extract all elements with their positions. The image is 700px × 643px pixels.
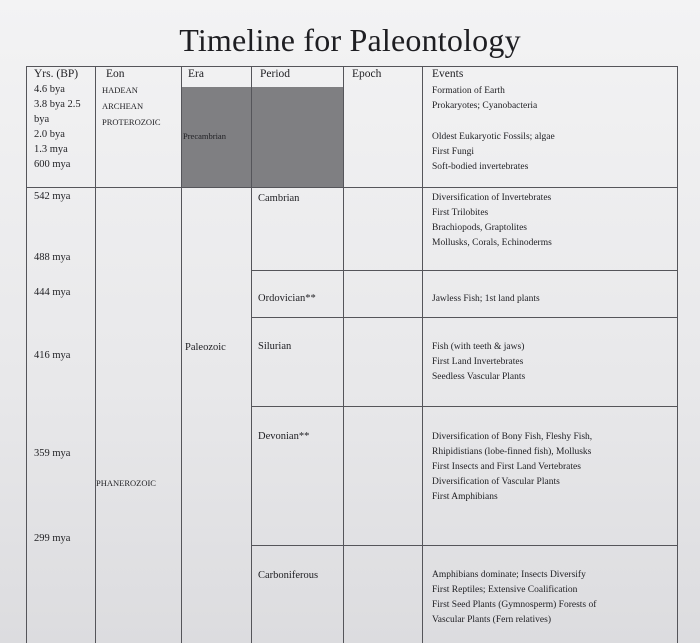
event-line: First Land Invertebrates (432, 357, 524, 367)
event-line: First Fungi (432, 147, 474, 157)
year-label: 488 mya (34, 252, 71, 263)
year-label: 600 mya (34, 159, 71, 170)
event-line: First Trilobites (432, 208, 489, 218)
row-divider-silurian-bottom (251, 406, 678, 407)
event-line: Rhipidistians (lobe-finned fish), Mollusks (432, 447, 592, 457)
event-line: First Insects and First Land Vertebrates (432, 462, 581, 472)
page-title: Timeline for Paleontology (179, 22, 521, 58)
header-events: Events (432, 68, 464, 80)
year-label: 359 mya (34, 448, 71, 459)
col-divider-epoch (422, 66, 423, 643)
col-divider-years (95, 66, 96, 643)
event-line: Fish (with teeth & jaws) (432, 342, 525, 352)
year-label: 299 mya (34, 533, 71, 544)
event-line: Diversification of Invertebrates (432, 193, 552, 203)
year-label: 4.6 bya (34, 84, 65, 95)
event-line: Diversification of Vascular Plants (432, 477, 560, 487)
period-devonian: Devonian** (258, 431, 310, 442)
row-divider-ordovician-bottom (251, 317, 678, 318)
eon-archean: ARCHEAN (102, 101, 144, 111)
eon-proterozoic: PROTEROZOIC (102, 117, 161, 127)
period-carboniferous: Carboniferous (258, 570, 319, 581)
period-silurian: Silurian (258, 341, 292, 352)
event-line: Formation of Earth (432, 86, 505, 96)
era-precambrian: Precambrian (183, 131, 226, 141)
eon-hadean: HADEAN (102, 85, 138, 95)
event-line: Jawless Fish; 1st land plants (432, 294, 540, 304)
event-line: Seedless Vascular Plants (432, 372, 526, 382)
event-line: Prokaryotes; Cyanobacteria (432, 101, 538, 111)
table-right-border (677, 66, 678, 643)
event-line: Oldest Eukaryotic Fossils; algae (432, 132, 555, 142)
year-label: 542 mya (34, 191, 71, 202)
event-line: Soft-bodied invertebrates (432, 162, 529, 172)
period-ordovician: Ordovician** (258, 293, 316, 304)
event-line: First Seed Plants (Gymnosperm) Forests of (432, 600, 597, 610)
header-epoch: Epoch (352, 68, 382, 80)
col-divider-era (251, 66, 252, 643)
year-label: 416 mya (34, 350, 71, 361)
period-cambrian: Cambrian (258, 193, 300, 204)
row-divider-devonian-bottom (251, 545, 678, 546)
event-line: Mollusks, Corals, Echinoderms (432, 238, 552, 248)
event-line: First Amphibians (432, 492, 498, 502)
table-left-border (26, 66, 27, 643)
header-years: Yrs. (BP) (34, 68, 79, 80)
year-label: 3.8 bya 2.5 (34, 99, 81, 110)
year-label: 2.0 bya (34, 129, 65, 140)
row-divider-ordovician-top (251, 270, 678, 271)
eon-phanerozoic: PHANEROZOIC (96, 478, 156, 488)
precambrian-period-shade (251, 87, 343, 187)
col-divider-period (343, 66, 344, 643)
header-eon: Eon (106, 68, 125, 80)
event-line: Diversification of Bony Fish, Fleshy Fish, (432, 432, 593, 442)
year-label: bya (34, 114, 50, 125)
event-line: Brachiopods, Graptolites (432, 223, 527, 233)
header-period: Period (260, 68, 291, 80)
header-era: Era (188, 68, 204, 80)
year-label: 444 mya (34, 287, 71, 298)
event-line: First Reptiles; Extensive Coalification (432, 585, 578, 595)
row-divider-precambrian (26, 187, 678, 188)
col-divider-eon (181, 66, 182, 643)
era-paleozoic: Paleozoic (185, 342, 226, 353)
event-line: Amphibians dominate; Insects Diversify (432, 570, 586, 580)
year-label: 1.3 mya (34, 144, 68, 155)
event-line: Vascular Plants (Fern relatives) (432, 615, 551, 625)
